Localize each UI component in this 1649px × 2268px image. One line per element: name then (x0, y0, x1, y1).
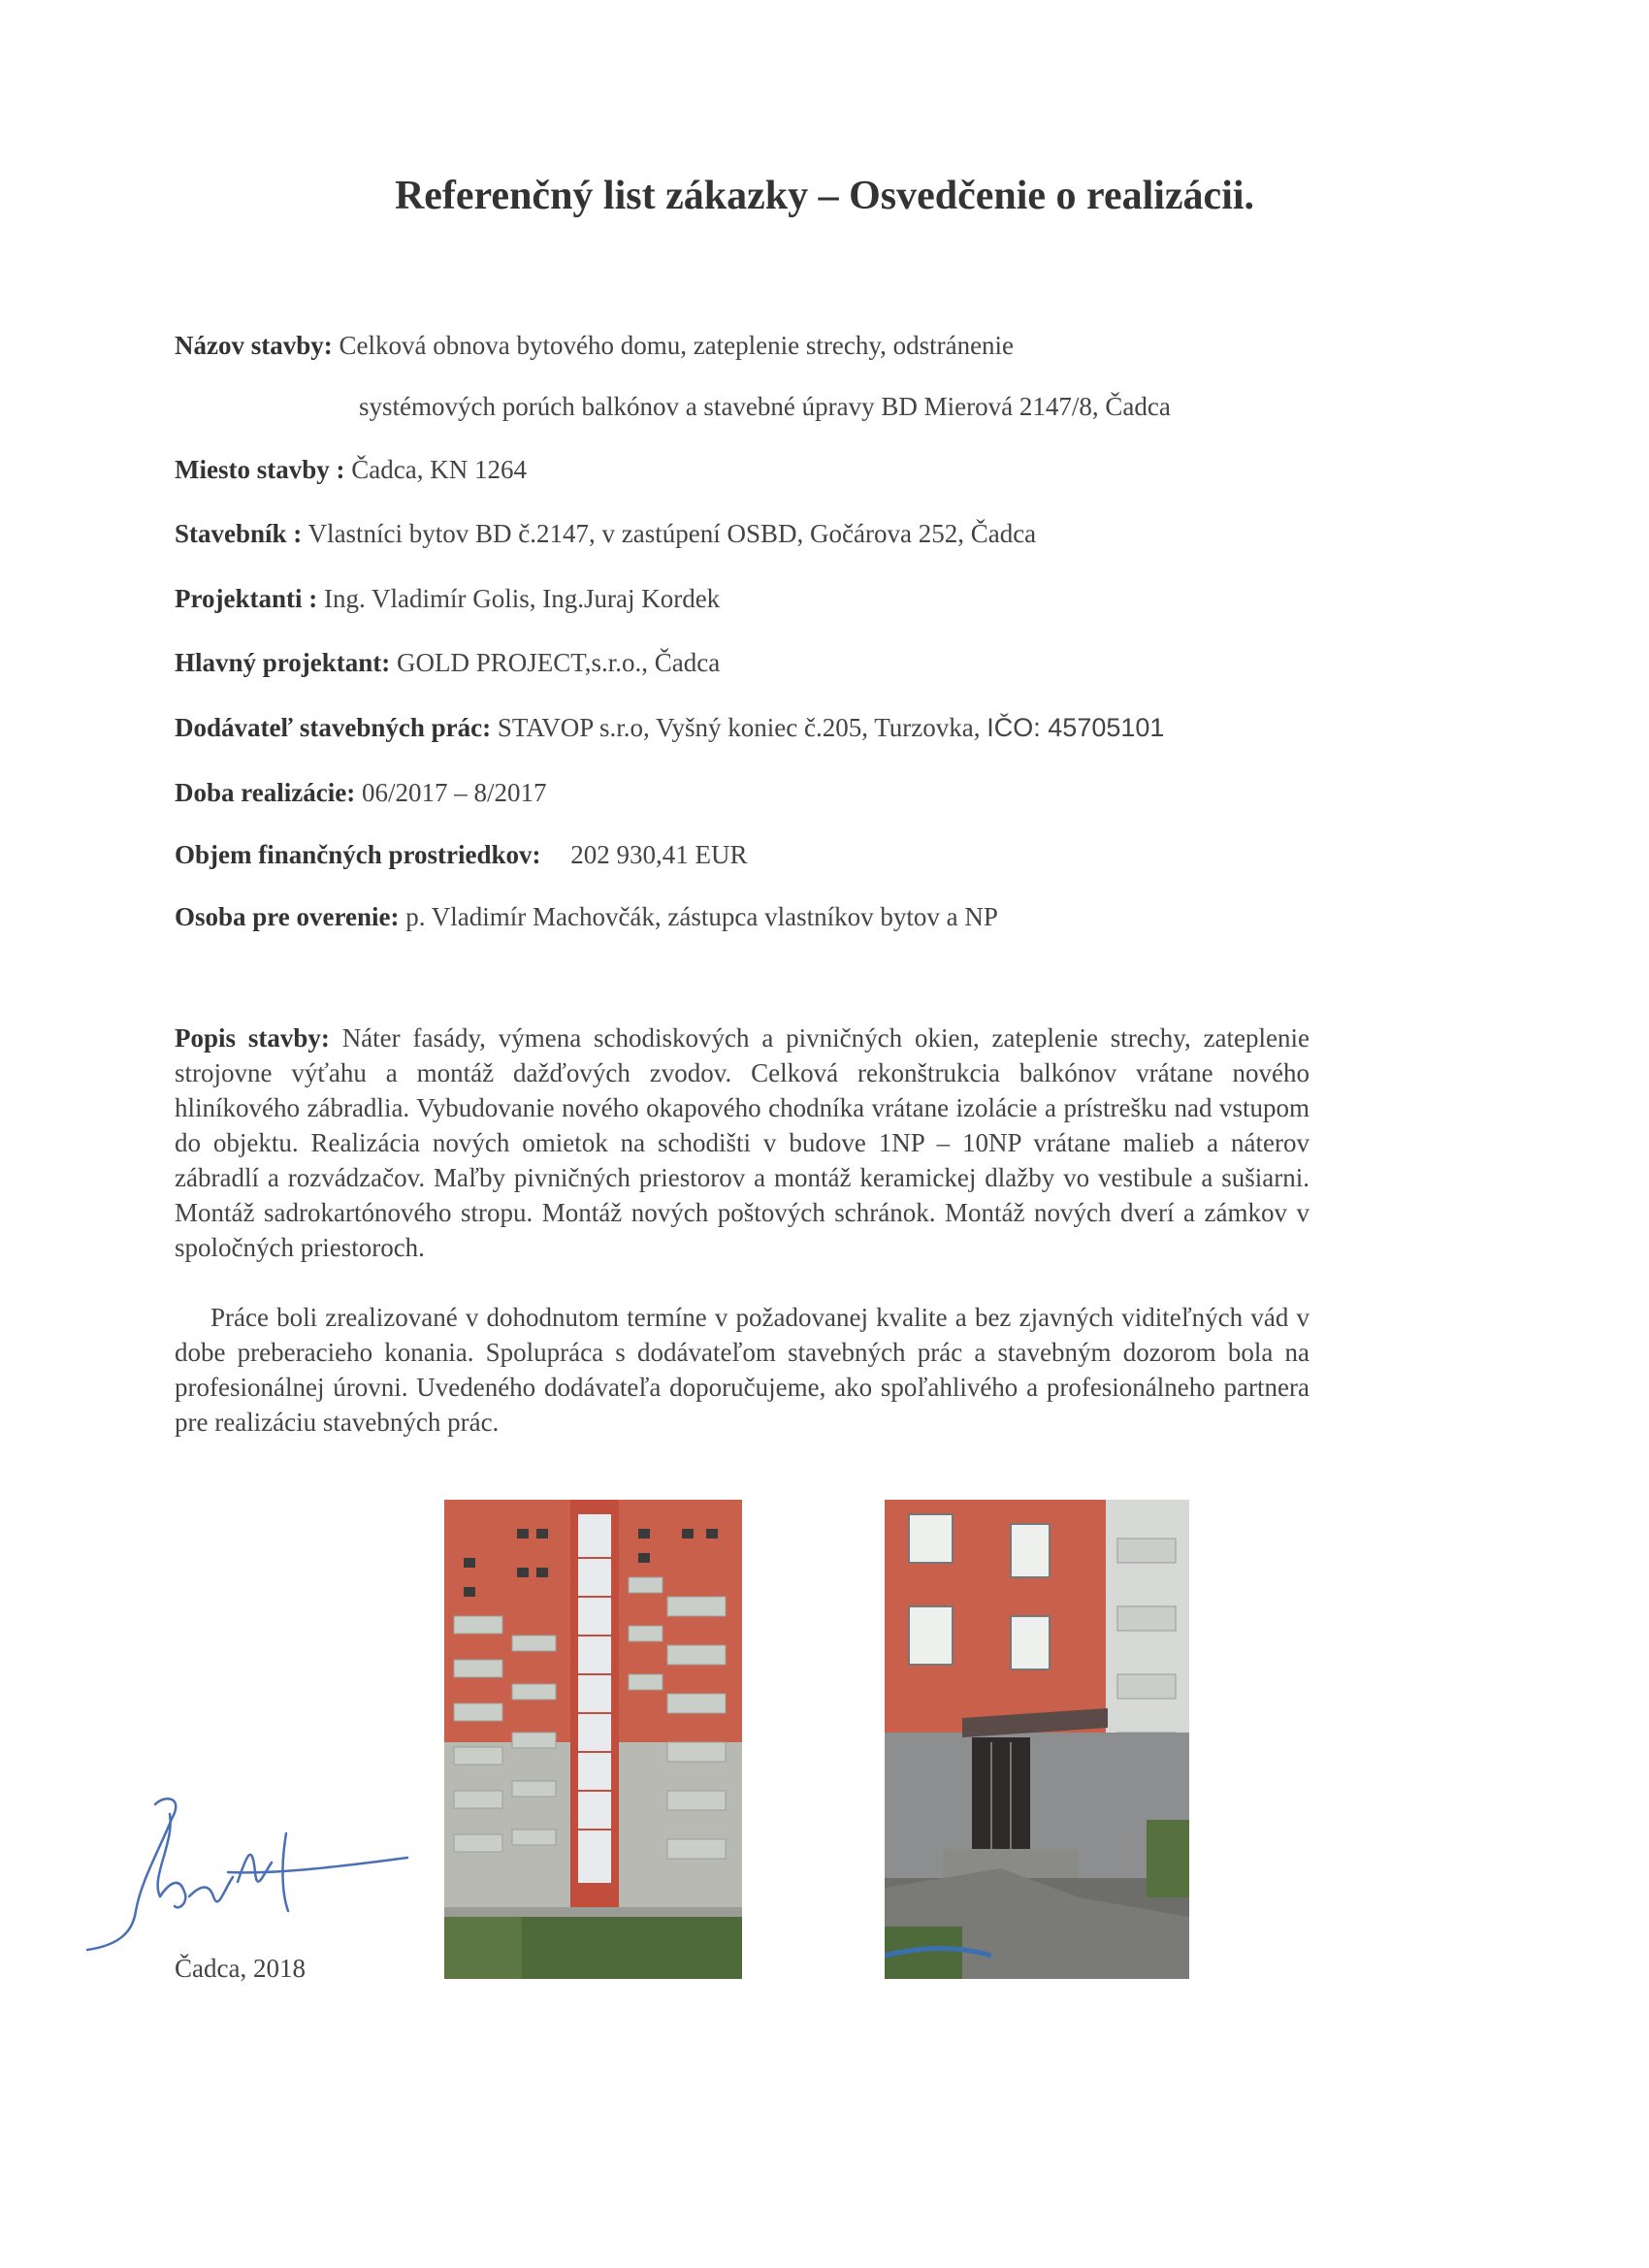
field-value: systémových porúch balkónov a stavebné úpravy BD Mierová 2147/8, Čadca (359, 392, 1171, 421)
field-value: 202 930,41 EUR (570, 840, 748, 869)
field-label: Doba realizácie: (175, 778, 356, 807)
field-value: Čadca, KN 1264 (351, 455, 527, 484)
field-nazov-stavby (175, 331, 1014, 361)
document-title: Referenčný list zákazky – Osvedčenie o realizácii. (394, 174, 1255, 218)
field-value: Celková obnova bytového domu, zateplenie strechy, odstránenie (339, 331, 1015, 360)
field-value: STAVOP s.r.o, Vyšný koniec č.205, Turzovka, (497, 713, 981, 742)
building-photo-facade (444, 1500, 742, 1979)
field-ico: IČO: 45705101 (986, 713, 1165, 742)
field-label: Projektanti : (175, 584, 318, 613)
field-value: 06/2017 – 8/2017 (361, 778, 547, 807)
field-label: Stavebník : (175, 519, 303, 548)
field-label: Miesto stavby : (175, 455, 345, 484)
field-value: GOLD PROJECT,s.r.o., Čadca (397, 648, 721, 677)
description-paragraph (175, 1021, 1310, 1265)
field-dodavatel (175, 713, 1164, 743)
signature (82, 1785, 422, 1964)
field-doba-realizacie (175, 778, 546, 808)
field-projektanti (175, 584, 720, 614)
description-text: Náter fasády, výmena schodiskových a pivničných okien, zateplenie strechy, zateplenie strojovne výťahu a montáž dažďových zvodov. Celková rekonštrukcia balkónov vrátane nového hliníkového zábradlia. Vybudovanie nového okapového chodníka vrátane izolácie a prístrešku nad vstupom do objektu. Realizácia nových omietok na schodišti v budove 1NP – 10NP vrátane malieb a náterov zábradlí a rozvádzačov. Maľby pivničných priestorov a montáž keramickej dlažby vo vestibule a sušiarni. Montáž sadrokartónového stropu. Montáž nových poštových schránok. Montáž nových dverí a zámkov v spoločných priestoroch. (175, 1023, 1310, 1262)
field-label: Osoba pre overenie: (175, 902, 400, 931)
field-osoba (175, 902, 998, 932)
field-label: Dodávateľ stavebných prác: (175, 713, 492, 742)
field-objem (175, 840, 748, 870)
field-value: Vlastníci bytov BD č.2147, v zastúpení OSBD, Gočárova 252, Čadca (307, 519, 1037, 548)
building-entrance-image (885, 1500, 1189, 1979)
field-label: Názov stavby: (175, 331, 333, 360)
description-label: Popis stavby: (175, 1023, 330, 1053)
field-value: Ing. Vladimír Golis, Ing.Juraj Kordek (323, 584, 721, 613)
field-hlavny-projektant (175, 648, 720, 678)
building-photo-entrance (885, 1500, 1189, 1979)
building-facade-image (444, 1500, 742, 1979)
field-stavebnik (175, 519, 1036, 549)
field-label: Objem finančných prostriedkov: (175, 840, 541, 869)
signature-image (82, 1785, 422, 1960)
conclusion-paragraph: Práce boli zrealizované v dohodnutom termíne v požadovanej kvalite a bez zjavných viditeľných vád v dobe preberacieho konania. Spolupráca s dodávateľom stavebných prác a stavebným dozorom bola na profesionálnej úrovni. Uvedeného dodávateľa doporučujeme, ako spoľahlivého a profesionálneho partnera pre realizáciu stavebných prác. (175, 1303, 1310, 1437)
field-nazov-stavby-line2 (359, 392, 1171, 422)
field-value: p. Vladimír Machovčák, zástupca vlastníkov bytov a NP (405, 902, 998, 931)
field-miesto-stavby (175, 455, 527, 485)
place-and-date: Čadca, 2018 (175, 1954, 306, 1983)
field-label: Hlavný projektant: (175, 648, 391, 677)
